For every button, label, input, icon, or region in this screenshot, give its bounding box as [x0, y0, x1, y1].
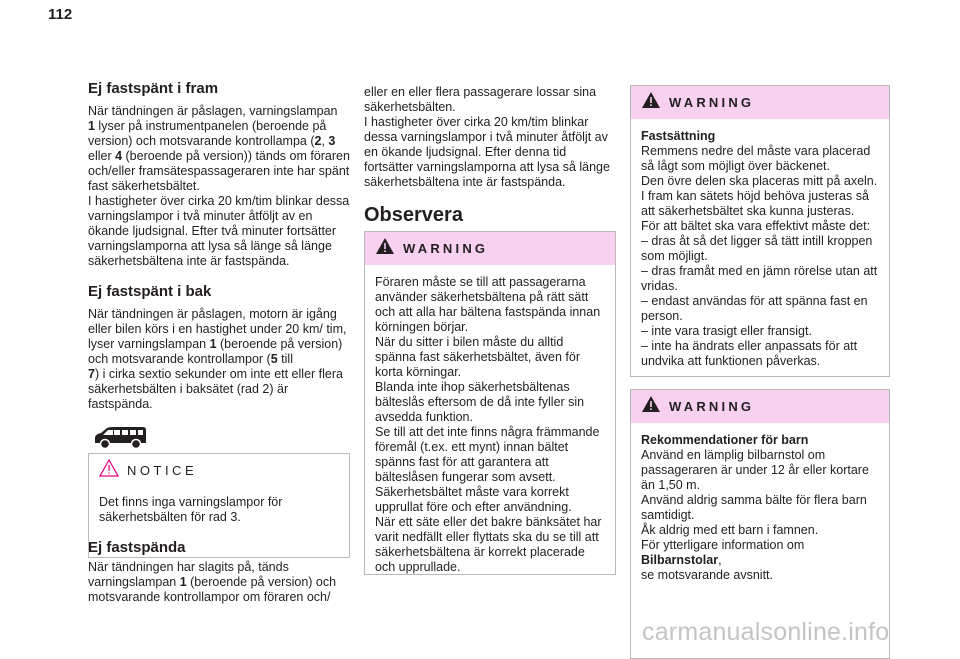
continued-text: eller en eller flera passagerare lossar sina säkerhetsbälten. I hastigheter över cirka 20 km/tim blinkar dessa varningslampor i två minuter åtföljt av en ökande ljudsignal. Efter denna tid fortsätter varningslamporna att lysa så länge säkerhetsbältena inte är fastspända.: [364, 85, 610, 189]
warning-subtitle: Fastsättning: [641, 129, 716, 143]
warning-triangle-icon: [375, 237, 395, 260]
watermark: carmanualsonline.info: [642, 618, 890, 646]
cross-reference-link[interactable]: Bilbarnstolar: [641, 553, 719, 567]
warning-label: WARNING: [669, 95, 755, 110]
warning-label: WARNING: [669, 399, 755, 414]
section-text-rear: När tändningen är påslagen, motorn är igång eller bilen körs i en hastighet under 20 km/ tim, lyser varningslampan 1 (beroende på version) och motsvarande kontrollampor (5 till 7) i cirka sextio sekunder om inte ett eller flera säkerhetsbälten i baksätet (rad 2) är fastspända.: [88, 307, 347, 411]
section-title-front: Ej fastspänt i fram: [88, 80, 219, 97]
warning-header: [365, 232, 615, 265]
column-2: [364, 80, 614, 574]
warning-triangle-icon: [641, 395, 661, 418]
warning-subtitle: Rekommendationer för barn: [641, 433, 809, 447]
warning-label: WARNING: [403, 241, 489, 256]
warning-text: Föraren måste se till att passagerarna använder säkerhetsbältena på rätt sätt och att alla har bältena fastspända innan körningen börjar. När du sitter i bilen måste du alltid spänna fast säkerhetsbältet, även för korta körningar. Blanda inte ihop säkerhetsbältenas bälteslås eftersom de då inte fyller sin avsedda funktion. Se till att det inte finns några främmande föremål (t.ex. ett mynt) innan bältet spänns fast för att garantera att bälteslåsen fungerar som avsett. Säkerhetsbältet måste vara korrekt upprullat före och efter användning. När ett säte eller det bakre bänksätet har varit nedfällt eller flyttats ska du se till att säkerhetsbältena är korrekt placerade och upprullade.: [375, 275, 602, 574]
section-title-rear: Ej fastspänt i bak: [88, 283, 212, 300]
notice-label: NOTICE: [127, 463, 198, 478]
warning-header: [631, 86, 889, 119]
column-1: [88, 80, 350, 604]
warning-box-passengers: [364, 231, 616, 575]
page-number: 112: [48, 6, 73, 23]
section-text-front: När tändningen är påslagen, varningslampan 1 lyser på instrumentpanelen (beroende på version) och motsvarande kontrollampa (2, 3 eller 4 (beroende på version)) tänds om föraren och/eller framsätespassageraren inte har spänt fast säkerhetsbältet. I hastigheter över cirka 20 km/tim blinkar dessa varningslampor i två minuter åtföljt av en ökande ljudsignal. Efter två minuter fortsätter varningslamporna att lysa så länge så länge säkerhetsbältena inte är fastspända.: [88, 104, 350, 268]
warning-text: Remmens nedre del måste vara placerad så lågt som möjligt över bäckenet. Den övre delen ska placeras mitt på axeln. I fram kan sätets höjd behöva justeras så att säkerhetsbältet ska kunna justeras. För att bältet ska vara effektivt måste det: – dras åt så det ligger så tätt intill kroppen som möjligt. – dras framåt med en jämn rörelse utan att vridas. – endast användas för att spänna fast en person. – inte vara trasigt eller fransigt. – inte ha ändrats eller anpassats för att undvika att funktionen påverkas.: [641, 144, 878, 368]
warning-triangle-icon: [641, 91, 661, 114]
section-title-unfastened: Ej fastspända: [88, 539, 186, 556]
notice-triangle-icon: [99, 459, 119, 482]
van-icon: [92, 424, 350, 450]
warning-box-fastening: [630, 85, 890, 377]
warning-text: Använd en lämplig bilbarnstol om passageraren är under 12 år eller kortare än 1,50 m. Använd aldrig samma bälte för flera barn samtidigt. Åk aldrig med ett barn i famnen. För ytterligare information om Bilbarnstolar, se motsvarande avsnitt.: [641, 448, 869, 582]
section-text-unfastened: När tändningen har slagits på, tänds varningslampan 1 (beroende på version) och motsvarande kontrollampor om föraren och/: [88, 560, 337, 604]
notice-header: [89, 454, 349, 487]
warning-header: [631, 390, 889, 423]
heading-observera: Observera: [364, 204, 463, 226]
notice-text: Det finns inga varningslampor för säkerhetsbälten för rad 3.: [99, 495, 283, 524]
